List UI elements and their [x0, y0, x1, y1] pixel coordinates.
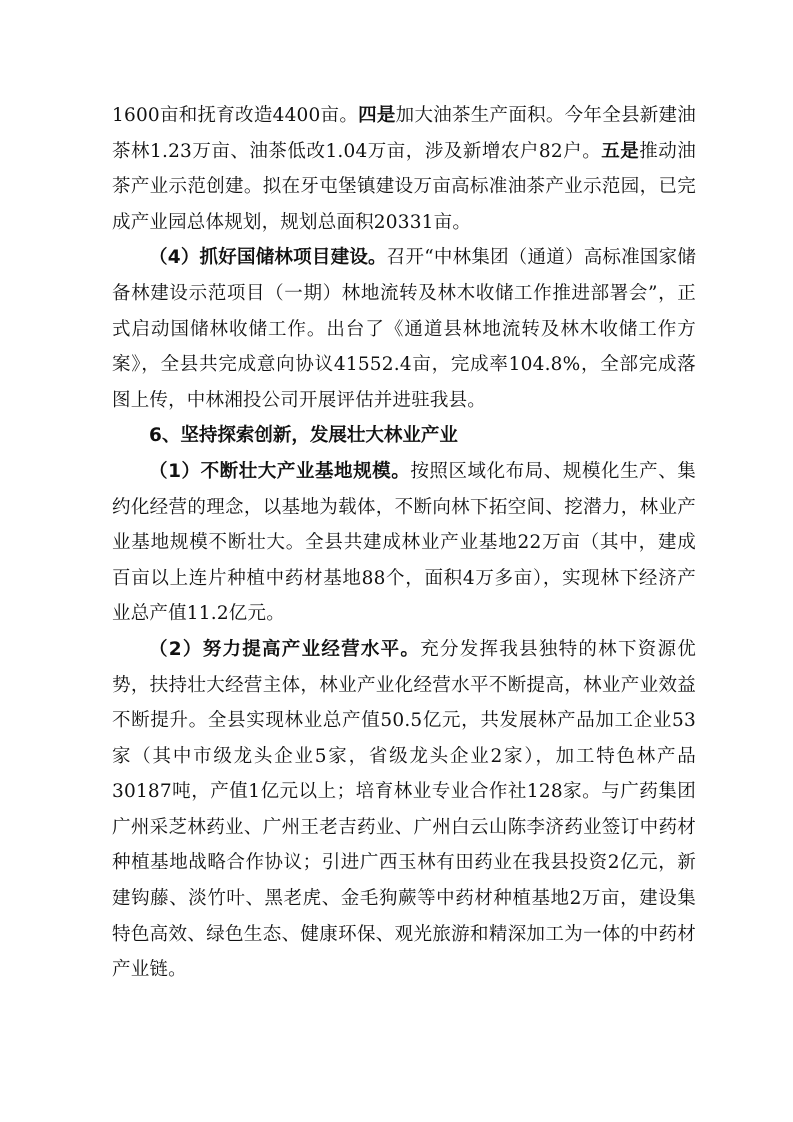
paragraph-national-reserve-forest — [112, 240, 696, 418]
document-body — [112, 98, 696, 988]
paragraph-oil-tea — [112, 98, 696, 240]
bold-marker-four: 四是 — [358, 105, 396, 126]
bold-marker-five: 五是 — [601, 140, 640, 162]
subheading-national-reserve: （4）抓好国储林项目建设。 — [149, 247, 387, 269]
paragraph-industry-base — [112, 454, 696, 632]
paragraph-text: 1600亩和抚育改造4400亩。 — [112, 105, 359, 126]
paragraph-text: 加大油茶生产面积。今年全县新建油茶林1.23万亩、油茶低改1.04万亩，涉及新增农户82户。 — [112, 105, 696, 162]
subheading-industry-management: （2）努力提高产业经营水平。 — [149, 638, 421, 660]
paragraph-text: 按照区域化布局、规模化生产、集约化经营的理念，以基地为载体，不断向林下拓空间、挖潜力，林业产业基地规模不断壮大。全县共建成林业产业基地22万亩（其中，建成百亩以上连片种植中药材基地88个，面积4万多亩），实现林下经济产业总产值11.2亿元。 — [112, 460, 696, 625]
section-heading: 6、坚持探索创新，发展壮大林业产业 — [149, 425, 458, 447]
subheading-industry-base: （1）不断壮大产业基地规模。 — [149, 460, 411, 482]
paragraph-text: 召开“中林集团（通道）高标准国家储备林建设示范项目（一期）林地流转及林木收储工作推进部署会”，正式启动国储林收储工作。出台了《通道县林地流转及林木收储工作方案》，全县共完成意向协议41552.4亩，完成率104.8%，全部完成落图上传，中林湘投公司开展评估并进驻我县。 — [112, 247, 697, 411]
paragraph-text: 充分发挥我县独特的林下资源优势，扶持壮大经营主体，林业产业化经营水平不断提高，林业产业效益不断提升。全县实现林业总产值50.5亿元，共发展林产品加工企业53家（其中市级龙头企业5家，省级龙头企业2家），加工特色林产品30187吨，产值1亿元以上；培育林业专业合作社128家。与广药集团广州采芝林药业、广州王老吉药业、广州白云山陈李济药业签订中药材种植基地战略合作协议；引进广西玉林有田药业在我县投资2亿元，新建钩藤、淡竹叶、黑老虎、金毛狗蕨等中药材种植基地2万亩，建设集特色高效、绿色生态、健康环保、观光旅游和精深加工为一体的中药材产业链。 — [112, 638, 696, 981]
paragraph-industry-management — [112, 632, 696, 988]
paragraph-text: 推动油茶产业示范创建。拟在牙屯堡镇建设万亩高标准油茶产业示范园，已完成产业园总体规划，规划总面积20331亩。 — [112, 140, 696, 233]
